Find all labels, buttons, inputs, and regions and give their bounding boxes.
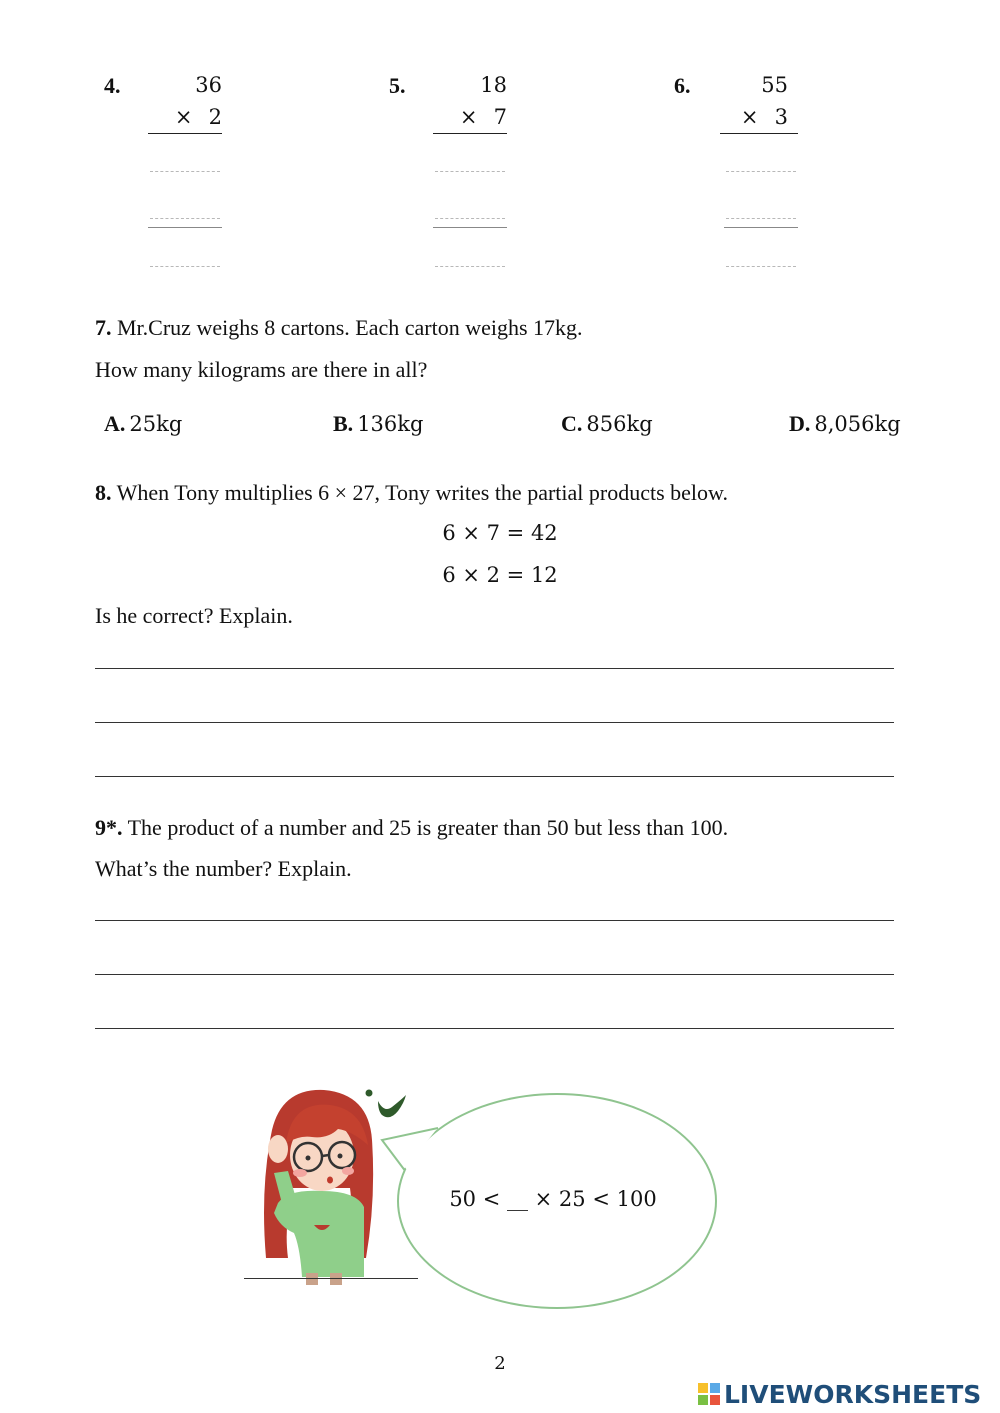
product-rule [148, 133, 222, 134]
option-value: 856kg [586, 412, 653, 436]
partial-product-2: 6 × 2 = 12 [442, 563, 558, 587]
answer-blank[interactable] [150, 218, 220, 219]
answer-blank[interactable] [435, 218, 505, 219]
bubble-inequality: 50 < __ × 25 < 100 [449, 1187, 657, 1211]
logo-text: LIVEWORKSHEETS [724, 1379, 982, 1409]
bubble-tail-cover [380, 1120, 440, 1180]
times-sign: × [740, 105, 759, 129]
problem-number: 4. [104, 73, 121, 98]
answer-line[interactable] [95, 974, 894, 975]
times-sign: × [174, 105, 193, 129]
times-sign: × [459, 105, 478, 129]
problem-6 [674, 73, 798, 283]
question-mark-icon [366, 1090, 407, 1118]
question-9-text [95, 815, 728, 841]
question-line: The product of a number and 25 is greater than 50 but less than 100. [127, 815, 729, 840]
product-rule [433, 133, 507, 134]
answer-line[interactable] [95, 722, 894, 723]
option-letter: D. [789, 411, 811, 436]
product-rule [720, 133, 798, 134]
multiplier: 2 [208, 105, 222, 129]
option-value: 25kg [129, 412, 183, 436]
sum-rule [724, 227, 798, 228]
option-b[interactable] [333, 411, 423, 437]
answer-blank[interactable] [150, 171, 220, 172]
option-d[interactable] [789, 411, 901, 437]
answer-line[interactable] [95, 1028, 894, 1029]
question-line: When Tony multiplies 6 × 27, Tony writes the partial products below. [116, 480, 728, 505]
question-7-prompt: How many kilograms are there in all? [95, 357, 428, 382]
problem-5 [389, 73, 507, 283]
problem-4 [104, 73, 222, 283]
question-8-prompt: Is he correct? Explain. [95, 603, 293, 628]
multiplier: 7 [493, 105, 507, 129]
multiplier: 3 [774, 105, 788, 129]
ground-line [244, 1278, 418, 1279]
logo-blocks-icon [698, 1383, 720, 1405]
sum-rule [148, 227, 222, 228]
option-letter: C. [561, 411, 583, 436]
problem-number: 6. [674, 73, 691, 98]
option-c[interactable] [561, 411, 653, 437]
option-a[interactable] [104, 411, 182, 437]
thinking-girl-illustration [244, 1085, 420, 1285]
question-7-text [95, 315, 583, 341]
answer-line[interactable] [95, 920, 894, 921]
sum-rule [433, 227, 507, 228]
question-number: 8. [95, 480, 112, 505]
question-8-text [95, 480, 728, 506]
option-letter: B. [333, 411, 354, 436]
option-value: 8,056kg [814, 412, 901, 436]
partial-product-1: 6 × 7 = 42 [442, 521, 558, 545]
answer-line[interactable] [95, 668, 894, 669]
option-value: 136kg [357, 412, 424, 436]
problem-number: 5. [389, 73, 406, 98]
answer-blank[interactable] [726, 266, 796, 267]
answer-blank[interactable] [726, 218, 796, 219]
multiplicand: 18 [480, 73, 507, 97]
multiplicand: 55 [761, 73, 788, 97]
multiplicand: 36 [195, 73, 222, 97]
multiplier-row [102, 105, 222, 129]
question-9-prompt: What’s the number? Explain. [95, 856, 352, 881]
answer-blank[interactable] [435, 266, 505, 267]
option-letter: A. [104, 411, 126, 436]
question-number: 7. [95, 315, 112, 340]
question-line: Mr.Cruz weighs 8 cartons. Each carton weighs 17kg. [117, 315, 583, 340]
multiplier-row [668, 105, 788, 129]
answer-blank[interactable] [150, 266, 220, 267]
page-number: 2 [494, 1353, 506, 1374]
multiplier-row [387, 105, 507, 129]
answer-blank[interactable] [435, 171, 505, 172]
answer-blank[interactable] [726, 171, 796, 172]
question-number: 9*. [95, 815, 123, 840]
liveworksheets-logo [698, 1380, 981, 1408]
answer-line[interactable] [95, 776, 894, 777]
